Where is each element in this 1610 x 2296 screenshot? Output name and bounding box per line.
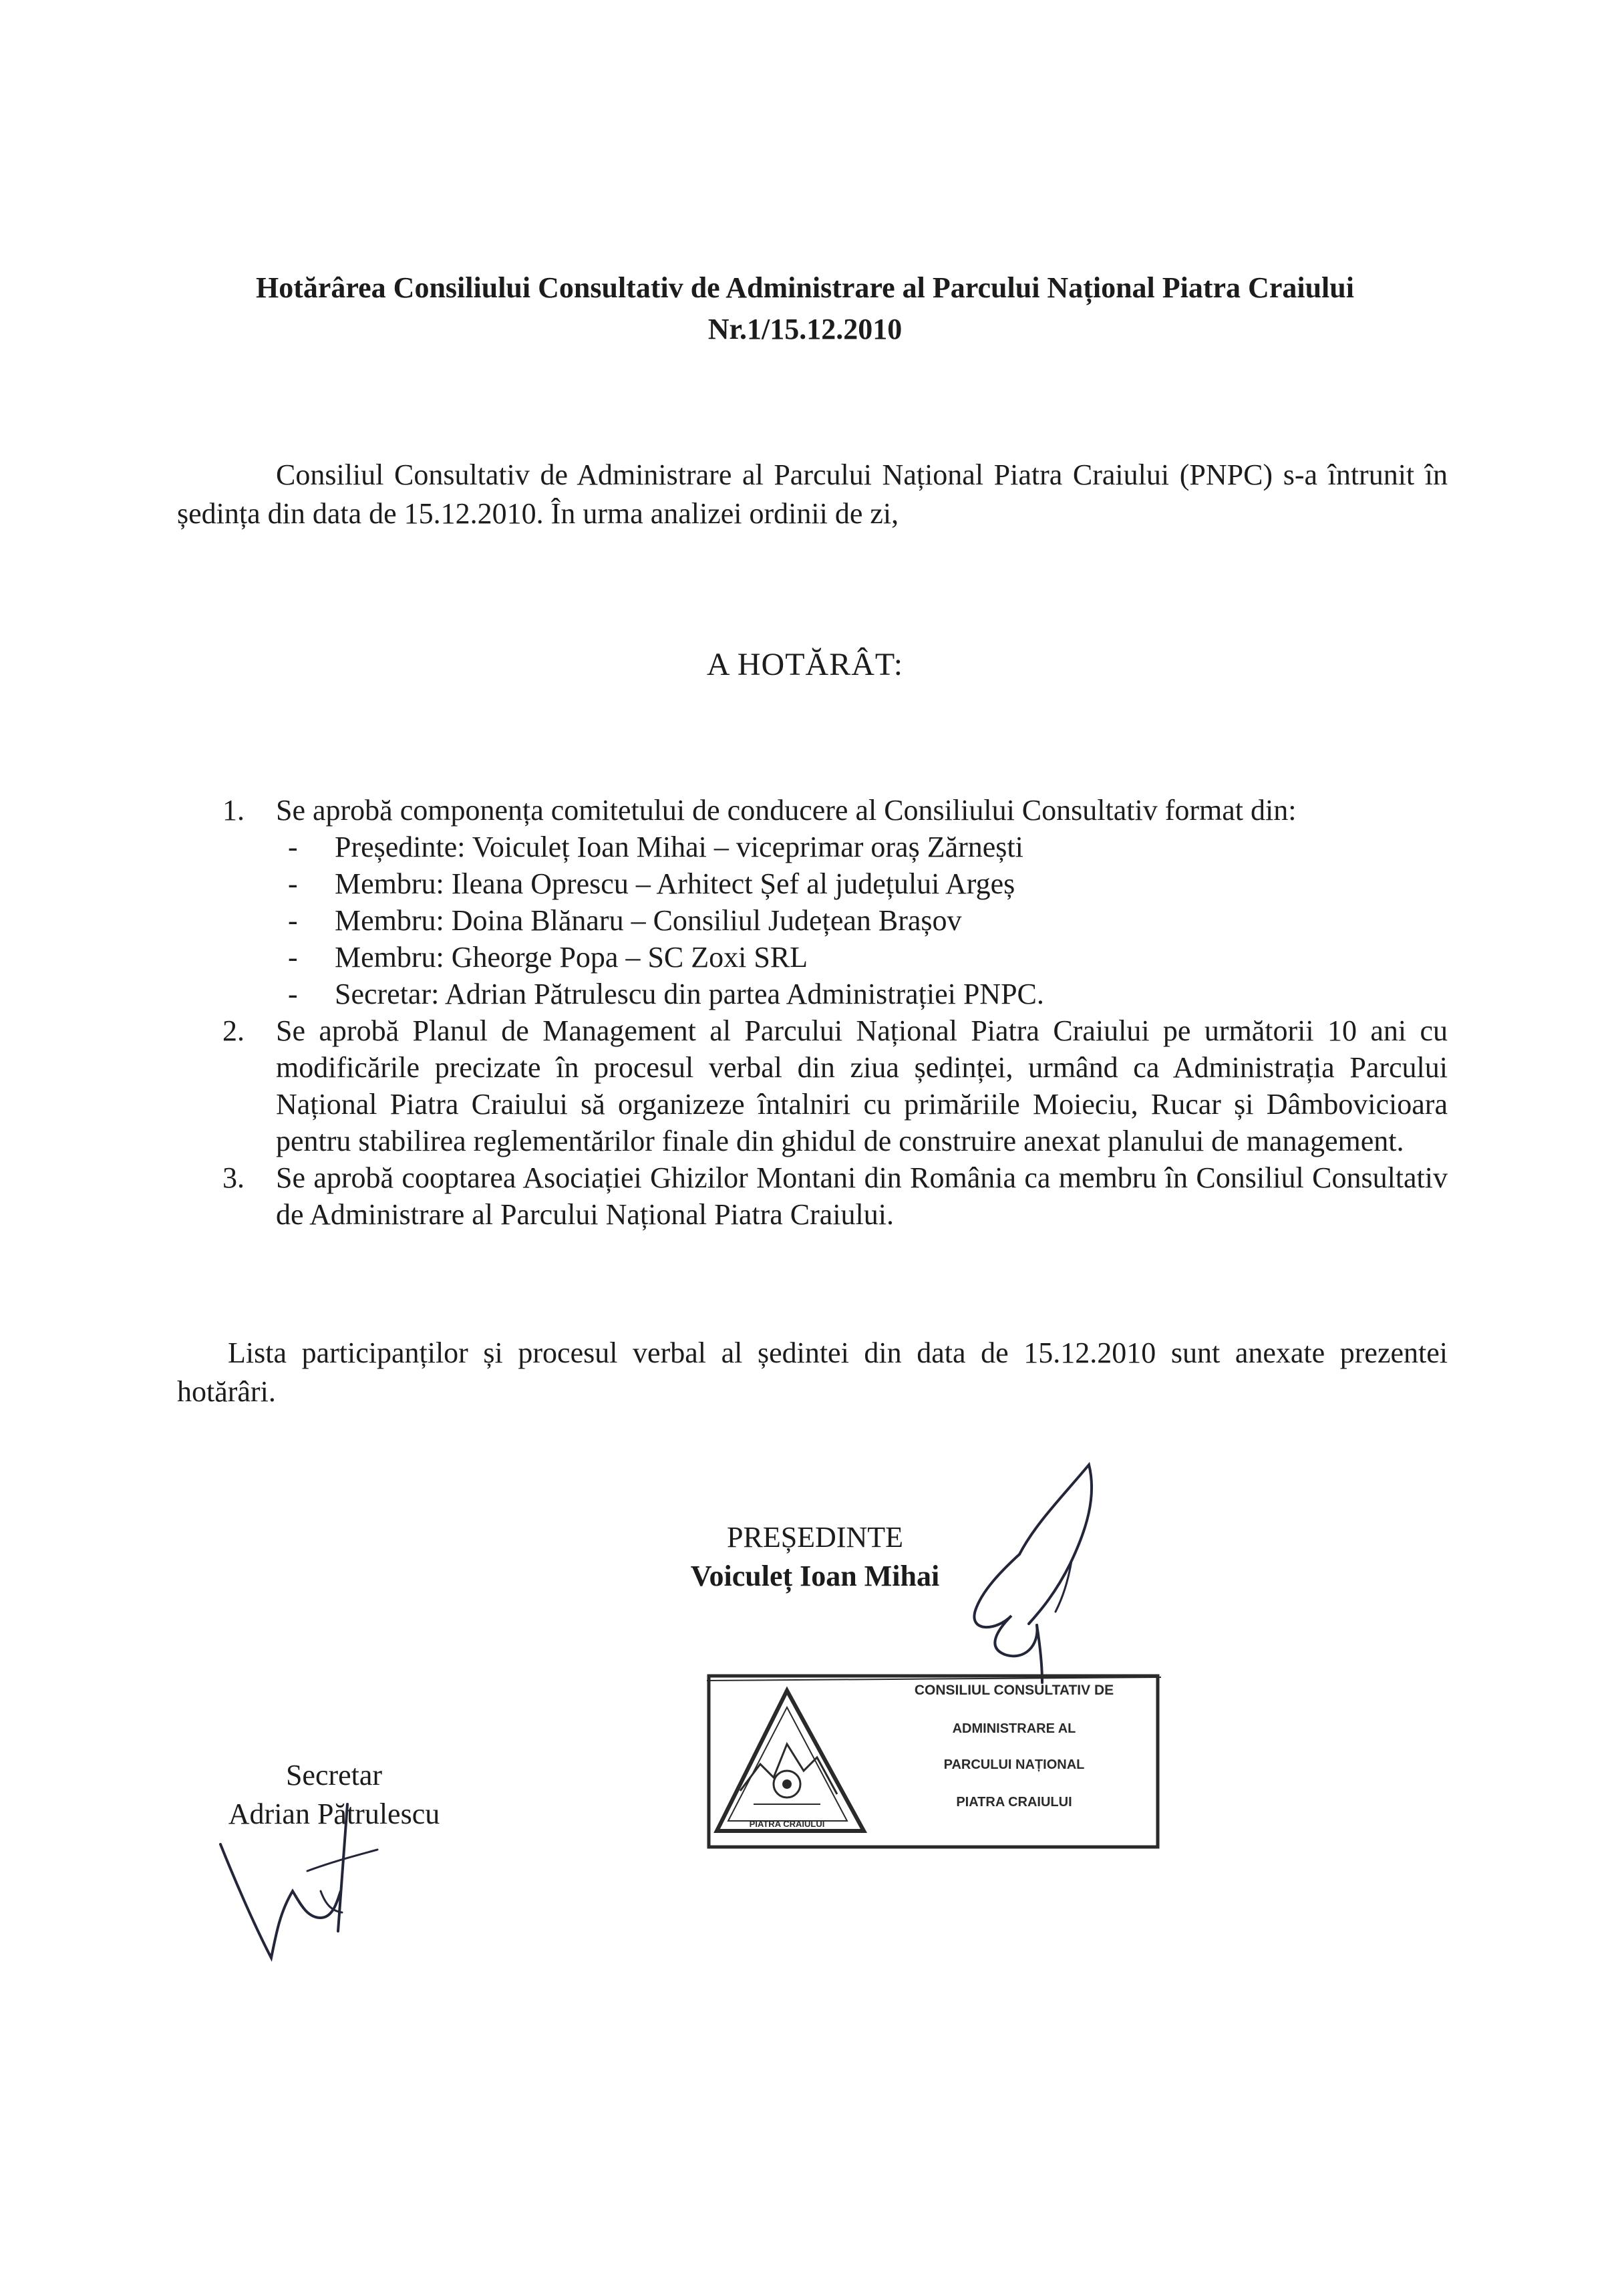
document-title: [134, 267, 1476, 350]
decision-item-1: [177, 792, 1448, 1012]
president-role: PREȘEDINTE: [727, 1521, 903, 1554]
stamp-line-2: ADMINISTRARE AL: [952, 1721, 1076, 1736]
president-name: Voiculeț Ioan Mihai: [690, 1560, 940, 1592]
title-line-1: Hotărârea Consiliului Consultativ de Administrare al Parcului Național Piatra Craiului: [256, 271, 1354, 304]
committee-members-list: [276, 829, 1448, 1012]
item-text: Se aprobă cooptarea Asociației Ghizilor Montani din România ca membru în Consiliul Consultativ de Administrare al Parcului Național Piatra Craiului.: [276, 1161, 1448, 1231]
secretary-signature: [207, 1791, 381, 1965]
decision-item-3: [177, 1159, 1448, 1233]
secretary-role: Secretar: [285, 1759, 383, 1791]
stamp-line-1: CONSILIUL CONSULTATIV DE: [914, 1683, 1114, 1698]
item-number: 3.: [222, 1161, 245, 1194]
stamp-line-3: PARCULUI NAȚIONAL: [943, 1757, 1085, 1772]
item-text: Se aprobă Planul de Management al Parcului Național Piatra Craiului pe următorii 10 ani cu modificările precizate în procesul verbal din ziua ședinței, urmând ca Administrația Parcului Național Piatra Craiului să organizeze întalniri cu primăriile Moieciu, Rucar și Dâmbovicioara pentru stabilirea reglementărilor finale din ghidul de construire anexat planului de management.: [276, 1014, 1448, 1157]
list-item: - Președinte: Voiculeț Ioan Mihai – viceprimar oraș Zărnești: [276, 829, 1448, 865]
list-item: - Membru: Ileana Oprescu – Arhitect Șef al județului Argeș: [276, 865, 1448, 902]
president-signature: [955, 1457, 1129, 1684]
stamp-line-4: PIATRA CRAIULUI: [956, 1795, 1072, 1810]
official-stamp: [707, 1671, 1161, 1851]
stamp-emblem-text: PIATRA CRAIULUI: [749, 1819, 825, 1829]
intro-paragraph: Consiliul Consultativ de Administrare al Parcului Național Piatra Craiului (PNPC) s-a întrunit în ședința din data de 15.12.2010. În urma analizei ordinii de zi,: [177, 458, 1448, 530]
decision-items: [177, 792, 1448, 1233]
secretary-name: Adrian Pătrulescu: [228, 1798, 440, 1830]
item-number: 1.: [222, 794, 245, 827]
stamp-emblem-icon: [717, 1691, 864, 1831]
list-item: - Membru: Doina Blănaru – Consiliul Județean Brașov: [276, 902, 1448, 939]
decision-item-2: [177, 1012, 1448, 1159]
annex-note: Lista participanților și procesul verbal al ședintei din data de 15.12.2010 sunt anexate prezentei hotărâri.: [177, 1336, 1448, 1408]
item-number: 2.: [222, 1014, 245, 1047]
list-item: - Secretar: Adrian Pătrulescu din partea Administrației PNPC.: [276, 976, 1448, 1012]
president-block: [668, 1518, 962, 1596]
title-line-2: Nr.1/15.12.2010: [707, 313, 903, 345]
item-text: Se aprobă componența comitetului de conducere al Consiliului Consultativ format din:: [276, 794, 1297, 827]
list-item: - Membru: Gheorge Popa – SC Zoxi SRL: [276, 939, 1448, 976]
decision-heading: A HOTĂRÂT:: [706, 647, 904, 682]
